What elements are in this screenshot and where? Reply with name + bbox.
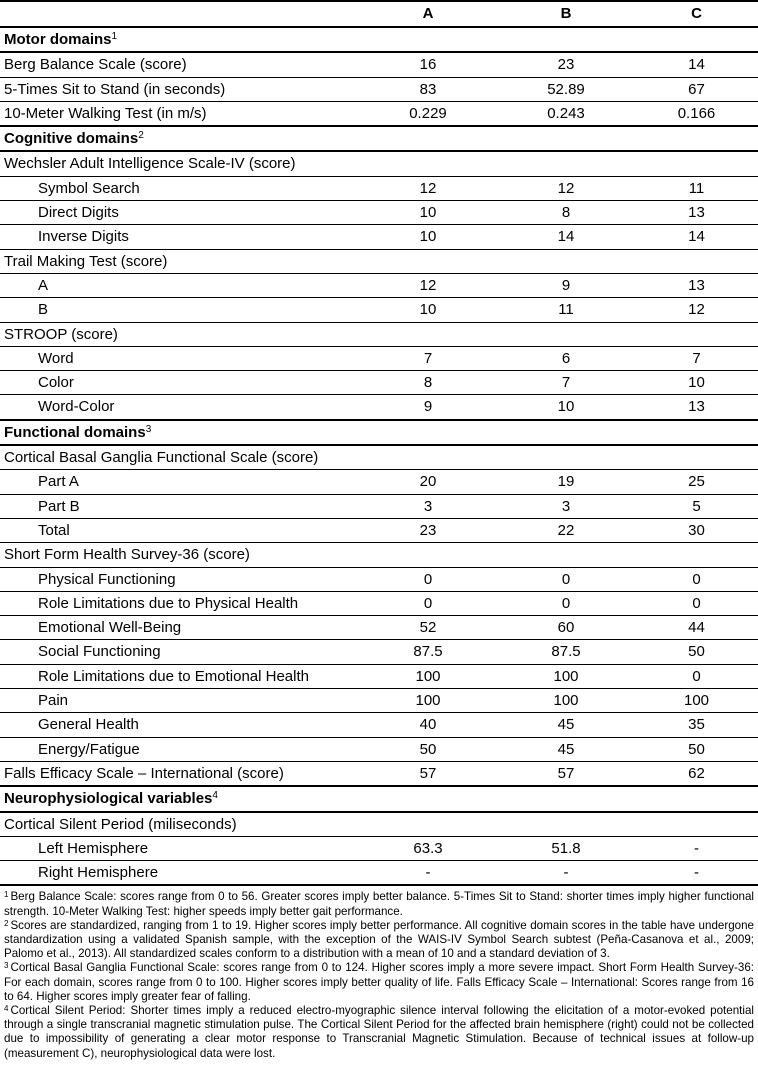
value-cell-b [497,151,635,176]
value-cell-b [497,445,635,470]
value-cell-a: 10 [359,225,497,249]
table-row [0,298,758,322]
value-cell-c [635,445,758,470]
value-cell-a: 63.3 [359,836,497,860]
row-label: Berg Balance Scale (score) [0,52,359,77]
table-row [0,591,758,615]
table-row [0,346,758,370]
row-label: Color [0,371,359,395]
footnote-text: Cortical Basal Ganglia Functional Scale: scores range from 0 to 124. Higher scores imply a more severe impact. Short Form Health Survey-36: For each domain, scores range from 0 to 100. Higher scores imply better quality of life. Falls Efficacy Scale – International: Scores range from 16 to 64. Higher scores imply greater fear of falling. [4,961,754,1003]
value-cell-b: 57 [497,761,635,786]
value-cell-b: 0 [497,591,635,615]
row-label: Role Limitations due to Emotional Health [0,664,359,688]
value-cell-b: 0.243 [497,101,635,126]
value-cell-a [359,249,497,273]
table-row [0,567,758,591]
section-title-cell [0,27,758,52]
table-row [0,761,758,786]
table-row [0,273,758,297]
table-row [0,201,758,225]
value-cell-b: 22 [497,518,635,542]
header-label-blank [0,1,359,27]
value-cell-b [497,322,635,346]
row-label: Trail Making Test (score) [0,249,359,273]
value-cell-b: 12 [497,176,635,200]
value-cell-c [635,151,758,176]
section-footnote-marker: 1 [111,31,118,42]
section-title: Functional domains [4,423,146,441]
row-label: Cortical Basal Ganglia Functional Scale (score) [0,445,359,470]
value-cell-a: 100 [359,689,497,713]
value-cell-b: 3 [497,494,635,518]
section-title: Neurophysiological variables [4,790,213,808]
footnote-number: 3 [4,961,9,971]
value-cell-c: 13 [635,395,758,420]
section-title: Motor domains [4,31,112,48]
table-row [0,445,758,470]
table-row [0,737,758,761]
value-cell-a: 40 [359,713,497,737]
value-cell-b: 100 [497,664,635,688]
value-cell-b: 87.5 [497,640,635,664]
value-cell-b: 23 [497,52,635,77]
value-cell-a [359,151,497,176]
row-label: Pain [0,689,359,713]
value-cell-c [635,543,758,567]
section-footnote-marker: 2 [138,130,144,142]
value-cell-b [497,249,635,273]
value-cell-a [359,812,497,837]
footnote-text: Berg Balance Scale: scores range from 0 to 56. Greater scores imply better balance. 5-Times Sit to Stand: shorter times imply higher functional strength. 10-Meter Walking Test: higher speeds imply better gait performance. [4,890,754,918]
table-row [0,176,758,200]
value-cell-b: 14 [497,225,635,249]
footnote [4,961,754,1004]
section-title-cell [0,786,758,811]
row-label: Emotional Well-Being [0,616,359,640]
column-header-a: A [359,1,497,27]
value-cell-b: 19 [497,470,635,494]
value-cell-b [497,543,635,567]
section-title-cell [0,126,758,151]
row-label: Word-Color [0,395,359,420]
value-cell-c [635,322,758,346]
value-cell-b: 11 [497,298,635,322]
table-row [0,101,758,126]
value-cell-a: 50 [359,737,497,761]
row-label: Part A [0,470,359,494]
value-cell-c: 14 [635,225,758,249]
row-label: 5-Times Sit to Stand (in seconds) [0,77,359,101]
row-label: Wechsler Adult Intelligence Scale-IV (score) [0,151,359,176]
value-cell-a: 3 [359,494,497,518]
value-cell-a [359,543,497,567]
value-cell-a: 87.5 [359,640,497,664]
value-cell-a: 12 [359,176,497,200]
footnote-number: 1 [4,890,9,900]
table-row [0,664,758,688]
footnote-number: 2 [4,918,9,928]
value-cell-c: 0 [635,591,758,615]
row-label: General Health [0,713,359,737]
footnote [4,919,754,962]
row-label: Role Limitations due to Physical Health [0,591,359,615]
row-label: Inverse Digits [0,225,359,249]
row-label: Left Hemisphere [0,836,359,860]
table-row [0,151,758,176]
value-cell-c: 0 [635,567,758,591]
value-cell-b: 6 [497,346,635,370]
value-cell-c: - [635,861,758,886]
value-cell-b: 100 [497,689,635,713]
footnote-number: 4 [4,1004,9,1014]
table-row [0,322,758,346]
value-cell-a: 23 [359,518,497,542]
section-title: Cognitive domains [4,130,139,148]
value-cell-c: 7 [635,346,758,370]
value-cell-b: 8 [497,201,635,225]
value-cell-a: 10 [359,298,497,322]
table-row [0,470,758,494]
row-label: Word [0,346,359,370]
value-cell-a: 10 [359,201,497,225]
section-header-row [0,786,758,811]
value-cell-a: 0 [359,567,497,591]
value-cell-c: 5 [635,494,758,518]
value-cell-b: 60 [497,616,635,640]
value-cell-b: 45 [497,713,635,737]
value-cell-c: 35 [635,713,758,737]
value-cell-b: - [497,861,635,886]
value-cell-c: 62 [635,761,758,786]
value-cell-c [635,812,758,837]
column-header-b: B [497,1,635,27]
value-cell-a: 12 [359,273,497,297]
value-cell-a: 8 [359,371,497,395]
table-row [0,689,758,713]
row-label: Part B [0,494,359,518]
row-label: A [0,273,359,297]
value-cell-c: 0.166 [635,101,758,126]
value-cell-c: 30 [635,518,758,542]
value-cell-b: 10 [497,395,635,420]
row-label: Social Functioning [0,640,359,664]
value-cell-c: 44 [635,616,758,640]
row-label: Total [0,518,359,542]
footnote-text: Scores are standardized, ranging from 1 to 19. Higher scores imply better performance. All cognitive domain scores in the table have undergone standardization using a validated Spanish sample, with the exception of the WAIS-IV Symbol Search subtest (Peña-Casanova et al., 2009; Palomo et al., 2013). All standardized scales conform to a distribution with a mean of 10 and a standard deviation of 3. [4,918,754,961]
row-label: Short Form Health Survey-36 (score) [0,543,359,567]
value-cell-c: - [635,836,758,860]
table-row [0,543,758,567]
value-cell-c: 0 [635,664,758,688]
value-cell-c [635,249,758,273]
table-row [0,249,758,273]
row-label: Energy/Fatigue [0,737,359,761]
table-row [0,77,758,101]
section-footnote-marker: 4 [212,790,218,802]
table-row [0,812,758,837]
value-cell-c: 50 [635,737,758,761]
footnote-text: Cortical Silent Period: Shorter times imply a reduced electro-myographic silence interval following the elicitation of a motor-evoked potential through a single transcranial magnetic stimulation pulse. The Cortical Silent Period for the affected brain hemisphere (right) could not be collected due to impossibility of generating a clear motor response to Transcranial Magnetic Stimulation. Because of technical issues at follow-up (measurement C), neurophysiological data were lost. [4,1004,754,1060]
table-row [0,395,758,420]
value-cell-c: 13 [635,273,758,297]
value-cell-a: 9 [359,395,497,420]
value-cell-b: 52.89 [497,77,635,101]
table-row [0,494,758,518]
table-row [0,616,758,640]
value-cell-a: 52 [359,616,497,640]
value-cell-a: 16 [359,52,497,77]
value-cell-c: 67 [635,77,758,101]
value-cell-c: 50 [635,640,758,664]
table-row [0,52,758,77]
value-cell-c: 100 [635,689,758,713]
value-cell-b: 9 [497,273,635,297]
column-header-c: C [635,1,758,27]
footnote [4,1004,754,1061]
value-cell-b: 45 [497,737,635,761]
row-label: Direct Digits [0,201,359,225]
row-label: 10-Meter Walking Test (in m/s) [0,101,359,126]
value-cell-c: 10 [635,371,758,395]
value-cell-c: 13 [635,201,758,225]
section-header-row [0,27,758,52]
value-cell-b: 51.8 [497,836,635,860]
row-label: Physical Functioning [0,567,359,591]
section-title-cell [0,420,758,445]
value-cell-c: 11 [635,176,758,200]
row-label: Falls Efficacy Scale – International (score) [0,761,359,786]
footnotes [0,886,758,1060]
row-label: B [0,298,359,322]
value-cell-b: 0 [497,567,635,591]
value-cell-b: 7 [497,371,635,395]
value-cell-c: 25 [635,470,758,494]
table-row [0,225,758,249]
table-row [0,371,758,395]
value-cell-a [359,445,497,470]
footnote [4,890,754,918]
table-row [0,861,758,886]
table-row [0,713,758,737]
row-label: Symbol Search [0,176,359,200]
table-header-row [0,1,758,27]
table-body [0,27,758,885]
row-label: STROOP (score) [0,322,359,346]
table-row [0,640,758,664]
value-cell-a [359,322,497,346]
table-row [0,518,758,542]
value-cell-a: 100 [359,664,497,688]
value-cell-a: 57 [359,761,497,786]
value-cell-b [497,812,635,837]
value-cell-a: 7 [359,346,497,370]
section-footnote-marker: 3 [145,423,152,435]
value-cell-a: - [359,861,497,886]
value-cell-a: 0.229 [359,101,497,126]
value-cell-a: 0 [359,591,497,615]
row-label: Right Hemisphere [0,861,359,886]
section-header-row [0,420,758,445]
table-row [0,836,758,860]
value-cell-a: 83 [359,77,497,101]
value-cell-a: 20 [359,470,497,494]
value-cell-c: 14 [635,52,758,77]
value-cell-c: 12 [635,298,758,322]
section-header-row [0,126,758,151]
row-label: Cortical Silent Period (miliseconds) [0,812,359,837]
